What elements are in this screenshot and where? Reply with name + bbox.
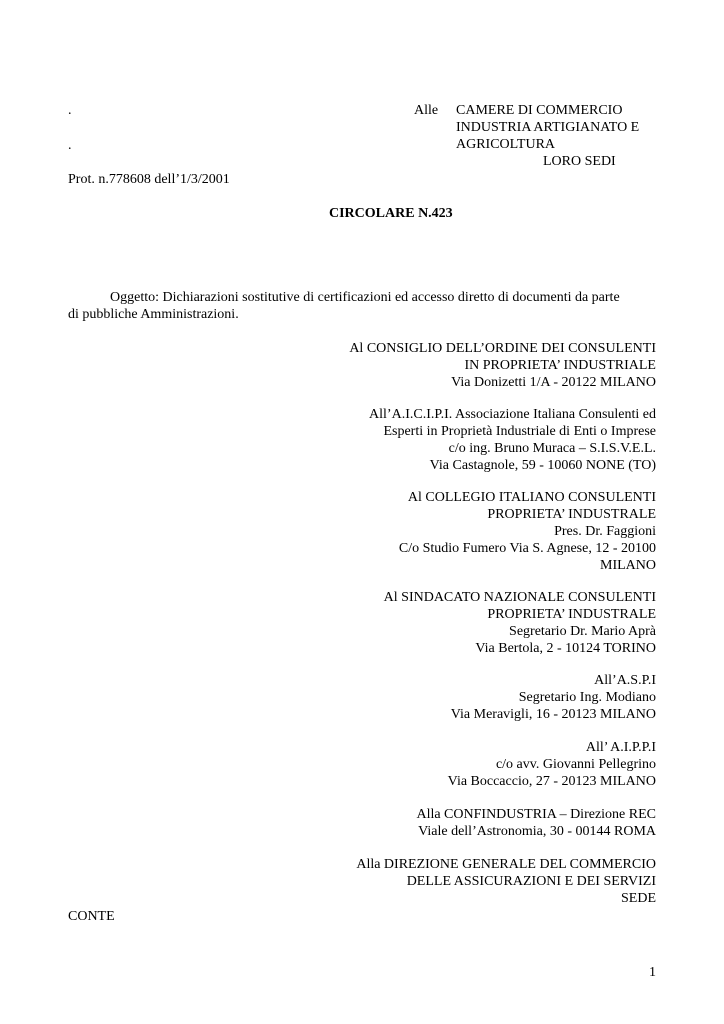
addressee-line: All’ A.I.P.P.I [585,740,656,755]
addressee-line: Via Meravigli, 16 - 20123 MILANO [450,707,656,722]
oggetto-line-2: di pubbliche Amministrazioni. [68,307,239,322]
addressee-block-collegio [399,489,656,574]
addressee-line: DELLE ASSICURAZIONI E DEI SERVIZI [406,874,656,889]
circolare-title: CIRCOLARE N.423 [329,206,453,221]
addressee-block-direzione [356,856,656,907]
page-number: 1 [649,965,656,980]
addressee-line: SEDE [621,891,656,906]
addressee-line: c/o ing. Bruno Muraca – S.I.S.V.E.L. [448,441,656,456]
addressee-line: Esperti in Proprietà Industriale di Enti o Imprese [383,424,656,439]
addressee-line: c/o avv. Giovanni Pellegrino [495,757,656,772]
header-dot-1: . [68,103,72,118]
header-loro-sedi: LORO SEDI [543,154,616,169]
addressee-line: Al CONSIGLIO DELL’ORDINE DEI CONSULENTI [349,341,656,356]
addressee-line: Via Boccaccio, 27 - 20123 MILANO [447,774,656,789]
addressee-line: Segretario Dr. Mario Aprà [509,624,656,639]
addressee-line: PROPRIETA’ INDUSTRALE [487,507,656,522]
protocol-number: Prot. n.778608 dell’1/3/2001 [68,172,230,187]
addressee-block-aspi [451,672,656,723]
conte-label: CONTE [68,909,115,924]
header-dot-2: . [68,138,72,153]
addressee-line: All’A.I.C.I.P.I. Associazione Italiana Consulenti ed [369,407,656,422]
addressee-line: Pres. Dr. Faggioni [554,524,656,539]
addressee-block-consiglio [349,340,656,391]
addressee-block-aicipi [369,406,656,474]
addressee-line: Alla CONFINDUSTRIA – Direzione REC [416,807,656,822]
header-recipient-line-2: INDUSTRIA ARTIGIANATO E [456,120,640,135]
addressee-line: Via Castagnole, 59 - 10060 NONE (TO) [429,458,656,473]
addressee-line: All’A.S.P.I [594,673,656,688]
oggetto-line-1: Oggetto: Dichiarazioni sostitutive di certificazioni ed accesso diretto di documenti da parte [110,290,620,305]
addressee-line: Viale dell’Astronomia, 30 - 00144 ROMA [418,824,656,839]
addressee-line: Via Donizetti 1/A - 20122 MILANO [451,375,656,390]
addressee-line: C/o Studio Fumero Via S. Agnese, 12 - 20100 [398,541,656,556]
header-alle: Alle [414,103,439,118]
addressee-line: Al SINDACATO NAZIONALE CONSULENTI [383,590,656,605]
addressee-line: PROPRIETA’ INDUSTRALE [487,607,656,622]
addressee-line: Alla DIREZIONE GENERALE DEL COMMERCIO [356,857,656,872]
addressee-block-sindacato [384,589,656,657]
addressee-block-aippi [448,739,656,790]
addressee-line: Al COLLEGIO ITALIANO CONSULENTI [407,490,656,505]
header-recipient-line-1: CAMERE DI COMMERCIO [456,103,623,118]
addressee-block-confindustria [416,806,656,840]
addressee-line: Via Bertola, 2 - 10124 TORINO [475,641,656,656]
header-recipient-line-3: AGRICOLTURA [456,137,556,152]
addressee-line: MILANO [600,558,656,573]
addressee-line: IN PROPRIETA’ INDUSTRIALE [464,358,656,373]
addressee-line: Segretario Ing. Modiano [518,690,656,705]
